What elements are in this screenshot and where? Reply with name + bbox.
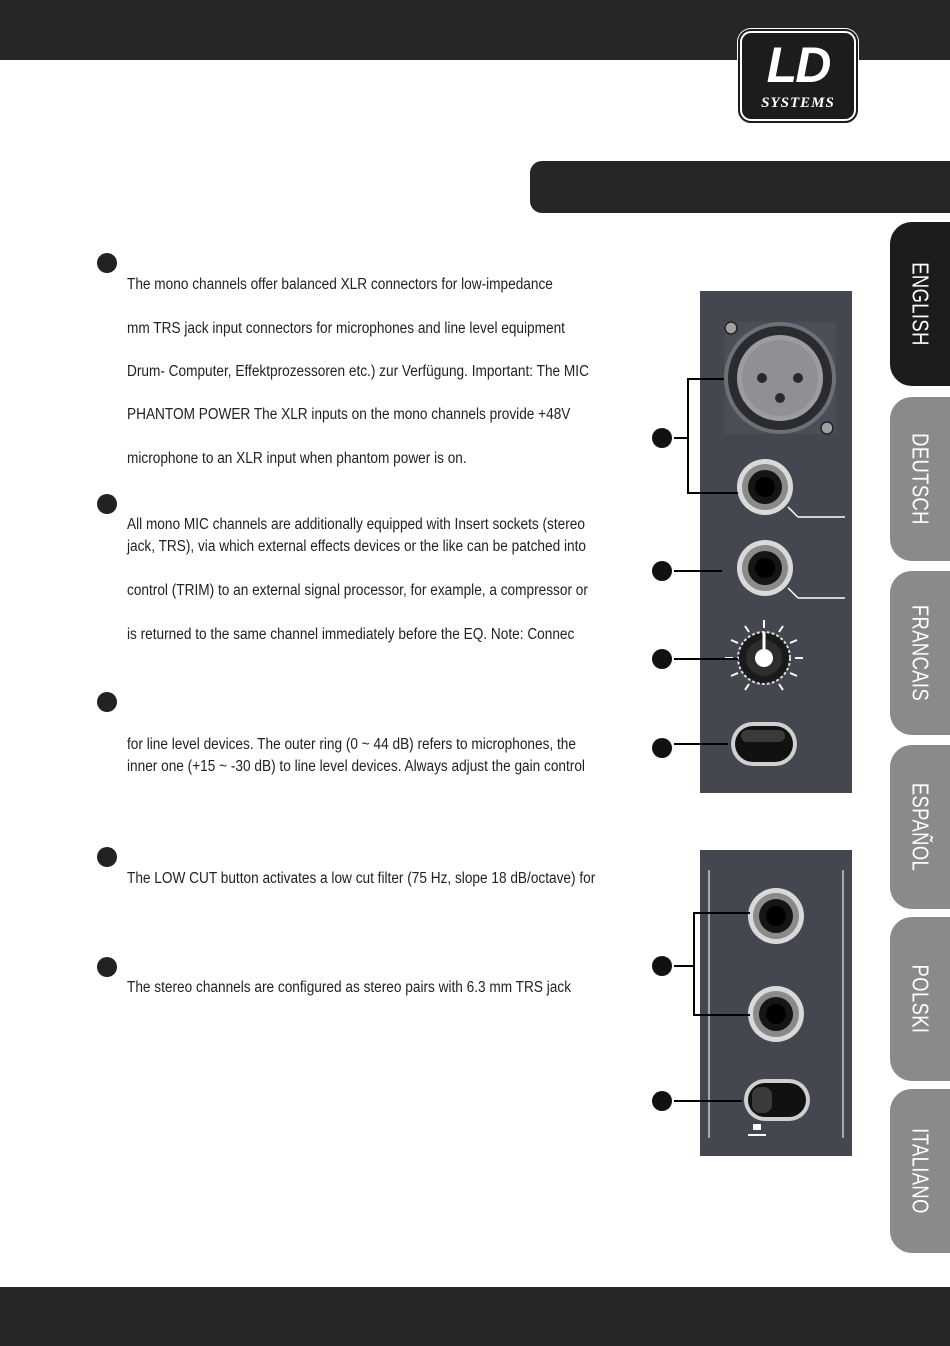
text-line: microphone to an XLR input when phantom power is on.: [127, 450, 467, 467]
stereo-channel-panel: [700, 850, 852, 1156]
tab-polski[interactable]: POLSKI: [890, 917, 950, 1081]
line-input-jack-icon: [737, 459, 793, 515]
text-line: for line level devices. The outer ring (0 ~ 44 dB) refers to microphones, the: [127, 736, 576, 753]
insert-jack-icon: [737, 540, 793, 596]
text-line: The mono channels offer balanced XLR connectors for low-impedance: [127, 276, 553, 293]
xlr-socket-icon: [724, 322, 836, 434]
stereo-jack-left-icon: [748, 888, 804, 944]
tab-english[interactable]: ENGLISH: [890, 222, 950, 386]
tab-francais[interactable]: FRANCAIS: [890, 571, 950, 735]
text-line: is returned to the same channel immediately before the EQ. Note: Connec: [127, 626, 575, 643]
low-cut-button-icon: [731, 722, 797, 766]
text-line: PHANTOM POWER The XLR inputs on the mono channels provide +48V: [127, 406, 571, 423]
footer-bar: [0, 1287, 950, 1346]
ld-systems-logo: LD SYSTEMS: [737, 28, 859, 124]
mono-channel-panel: [700, 291, 852, 793]
text-line: All mono MIC channels are additionally equipped with Insert sockets (stereo: [127, 516, 585, 533]
tab-deutsch[interactable]: DEUTSCH: [890, 397, 950, 561]
tab-espanol[interactable]: ESPAÑOL: [890, 745, 950, 909]
text-line: Drum- Computer, Effektprozessoren etc.) zur Verfügung. Important: The MIC: [127, 363, 589, 380]
text-line: mm TRS jack input connectors for microphones and line level equipment: [127, 320, 565, 337]
tab-italiano[interactable]: ITALIANO: [890, 1089, 950, 1253]
text-line: control (TRIM) to an external signal processor, for example, a compressor or: [127, 582, 588, 599]
text-line: The LOW CUT button activates a low cut filter (75 Hz, slope 18 dB/octave) for: [127, 870, 596, 887]
text-line: The stereo channels are configured as stereo pairs with 6.3 mm TRS jack: [127, 979, 572, 996]
text-line: inner one (+15 ~ -30 dB) to line level devices. Always adjust the gain control: [127, 758, 585, 775]
stereo-jack-right-icon: [748, 986, 804, 1042]
text-line: jack, TRS), via which external effects devices or the like can be patched into: [127, 538, 586, 555]
